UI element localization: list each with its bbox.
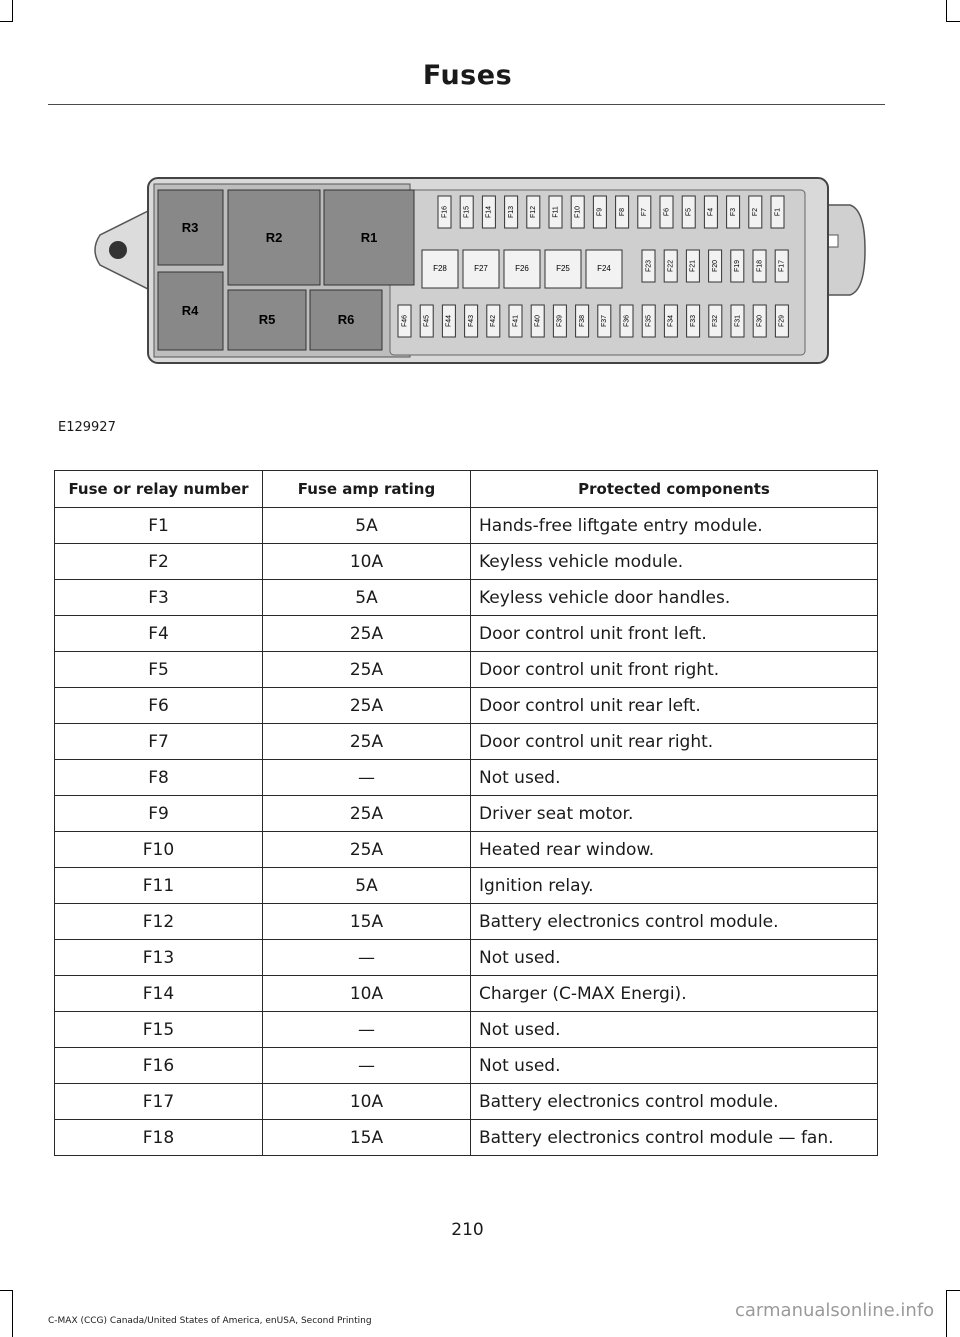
fuse-label: F35 [645, 314, 653, 328]
page-title: Fuses [422, 60, 513, 91]
fuse-label: F41 [512, 314, 520, 328]
fuse-box-diagram [90, 150, 870, 380]
header-fuse-number: Fuse or relay number [55, 471, 263, 508]
crop-mark-top-left-v [12, 0, 13, 22]
amp-rating-cell: 25A [263, 796, 471, 832]
fuse-number-cell: F8 [55, 760, 263, 796]
table-row [55, 724, 878, 760]
fuse-label: F26 [515, 264, 529, 274]
fuse-label: F9 [596, 207, 604, 217]
fuse-number-cell: F1 [55, 508, 263, 544]
table-row [55, 1120, 878, 1156]
header-amp-rating: Fuse amp rating [263, 471, 471, 508]
fuse-label: F3 [729, 207, 737, 217]
relay-label: R1 [360, 230, 378, 245]
table-row [55, 616, 878, 652]
crop-mark-top-right-h [946, 21, 960, 22]
table-row [55, 544, 878, 580]
fuse-label: F44 [445, 314, 453, 328]
amp-rating-cell: 25A [263, 688, 471, 724]
component-cell: Ignition relay. [471, 868, 878, 904]
fuse-number-cell: F4 [55, 616, 263, 652]
fuse-label: F12 [530, 205, 538, 219]
amp-rating-cell: — [263, 940, 471, 976]
fuse-number-cell: F17 [55, 1084, 263, 1120]
fuse-label: F24 [597, 264, 611, 274]
table-header-row [55, 471, 878, 508]
amp-rating-cell: 10A [263, 1084, 471, 1120]
fuse-label: F19 [734, 259, 742, 273]
component-cell: Not used. [471, 940, 878, 976]
fuse-label: F31 [734, 314, 742, 328]
fuse-label: F38 [578, 314, 586, 328]
footer-text: C-MAX (CCG) Canada/United States of America, enUSA, Second Printing [48, 1316, 372, 1326]
fuse-number-cell: F5 [55, 652, 263, 688]
fuse-label: F43 [467, 314, 475, 328]
amp-rating-cell: — [263, 1048, 471, 1084]
table-row [55, 580, 878, 616]
relay-label: R3 [181, 220, 199, 235]
fuse-label: F1 [774, 207, 782, 217]
amp-rating-cell: 5A [263, 508, 471, 544]
amp-rating-cell: 5A [263, 868, 471, 904]
component-cell: Door control unit rear left. [471, 688, 878, 724]
fuse-label: F36 [623, 314, 631, 328]
amp-rating-cell: 25A [263, 616, 471, 652]
component-cell: Not used. [471, 1012, 878, 1048]
header-protected-components: Protected components [471, 471, 878, 508]
amp-rating-cell: 25A [263, 832, 471, 868]
table-row [55, 868, 878, 904]
amp-rating-cell: 15A [263, 904, 471, 940]
component-cell: Battery electronics control module. [471, 1084, 878, 1120]
fuse-label: F40 [534, 314, 542, 328]
table-row [55, 508, 878, 544]
fuse-label: F11 [552, 206, 560, 218]
table-row [55, 652, 878, 688]
fuse-label: F16 [441, 205, 449, 219]
table-row [55, 1012, 878, 1048]
relay-label: R5 [258, 312, 276, 327]
fuse-label: F20 [711, 259, 719, 273]
amp-rating-cell: 5A [263, 580, 471, 616]
table-row [55, 760, 878, 796]
figure-id: E129927 [58, 420, 116, 435]
title-divider [48, 104, 885, 105]
component-cell: Driver seat motor. [471, 796, 878, 832]
amp-rating-cell: 25A [263, 652, 471, 688]
amp-rating-cell: 25A [263, 724, 471, 760]
table-row [55, 940, 878, 976]
fuse-label: F37 [601, 314, 609, 328]
fuse-label: F45 [423, 314, 431, 328]
fuse-label: F8 [618, 207, 626, 217]
amp-rating-cell: 10A [263, 976, 471, 1012]
fuse-label: F6 [663, 207, 671, 217]
table-row [55, 796, 878, 832]
fuse-label: F30 [756, 314, 764, 328]
fuse-label: F18 [756, 259, 764, 273]
fuse-label: F42 [490, 314, 498, 328]
table-row [55, 904, 878, 940]
component-cell: Door control unit front left. [471, 616, 878, 652]
table-row [55, 1084, 878, 1120]
relay-label: R2 [265, 230, 283, 245]
component-cell: Charger (C-MAX Energi). [471, 976, 878, 1012]
fuse-number-cell: F10 [55, 832, 263, 868]
fuse-label: F25 [556, 264, 570, 274]
table-row [55, 832, 878, 868]
component-cell: Door control unit front right. [471, 652, 878, 688]
relay-label: R4 [181, 303, 199, 318]
fuse-number-cell: F3 [55, 580, 263, 616]
fuse-label: F4 [707, 207, 715, 217]
component-cell: Hands-free liftgate entry module. [471, 508, 878, 544]
amp-rating-cell: 15A [263, 1120, 471, 1156]
fuse-number-cell: F6 [55, 688, 263, 724]
crop-mark-bottom-left-v [12, 1290, 13, 1337]
fuse-number-cell: F2 [55, 544, 263, 580]
component-cell: Heated rear window. [471, 832, 878, 868]
fuse-label: F28 [433, 264, 447, 274]
fuse-label: F14 [485, 205, 493, 219]
fuse-label: F2 [752, 207, 760, 217]
fuse-label: F27 [474, 264, 488, 274]
crop-mark-bottom-left-h [0, 1290, 13, 1291]
fuse-number-cell: F9 [55, 796, 263, 832]
fuse-label: F22 [667, 259, 675, 273]
amp-rating-cell: — [263, 1012, 471, 1048]
component-cell: Keyless vehicle module. [471, 544, 878, 580]
fuse-label: F39 [556, 314, 564, 328]
fuse-label: F32 [712, 314, 720, 328]
component-cell: Door control unit rear right. [471, 724, 878, 760]
fuse-label: F13 [507, 205, 515, 219]
fuse-label: F10 [574, 205, 582, 219]
component-cell: Battery electronics control module — fan. [471, 1120, 878, 1156]
component-cell: Keyless vehicle door handles. [471, 580, 878, 616]
fuse-label: F23 [645, 259, 653, 273]
crop-mark-top-left-h [0, 21, 13, 22]
crop-mark-bottom-right-v [946, 1290, 947, 1337]
crop-mark-top-right-v [946, 0, 947, 22]
fuse-number-cell: F14 [55, 976, 263, 1012]
fuse-table [54, 470, 878, 1156]
fuse-label: F34 [667, 314, 675, 328]
fuse-label: F29 [778, 314, 786, 328]
fuse-number-cell: F7 [55, 724, 263, 760]
relay-label: R6 [337, 312, 355, 327]
fuse-label: F21 [689, 259, 697, 273]
page-number: 210 [451, 1220, 484, 1240]
component-cell: Not used. [471, 1048, 878, 1084]
fuse-label: F7 [641, 207, 649, 217]
fuse-label: F33 [689, 314, 697, 328]
component-cell: Battery electronics control module. [471, 904, 878, 940]
watermark: carmanualsonline.info [735, 1300, 935, 1321]
fuse-number-cell: F11 [55, 868, 263, 904]
amp-rating-cell: 10A [263, 544, 471, 580]
fuse-number-cell: F15 [55, 1012, 263, 1048]
fuse-number-cell: F16 [55, 1048, 263, 1084]
amp-rating-cell: — [263, 760, 471, 796]
fuse-label: F15 [463, 205, 471, 219]
fuse-label: F17 [778, 259, 786, 273]
fuse-number-cell: F18 [55, 1120, 263, 1156]
table-row [55, 976, 878, 1012]
crop-mark-bottom-right-h [946, 1290, 960, 1291]
table-row [55, 1048, 878, 1084]
fuse-number-cell: F12 [55, 904, 263, 940]
component-cell: Not used. [471, 760, 878, 796]
fuse-label: F5 [685, 207, 693, 217]
table-row [55, 688, 878, 724]
fuse-label: F46 [401, 314, 409, 328]
fuse-number-cell: F13 [55, 940, 263, 976]
